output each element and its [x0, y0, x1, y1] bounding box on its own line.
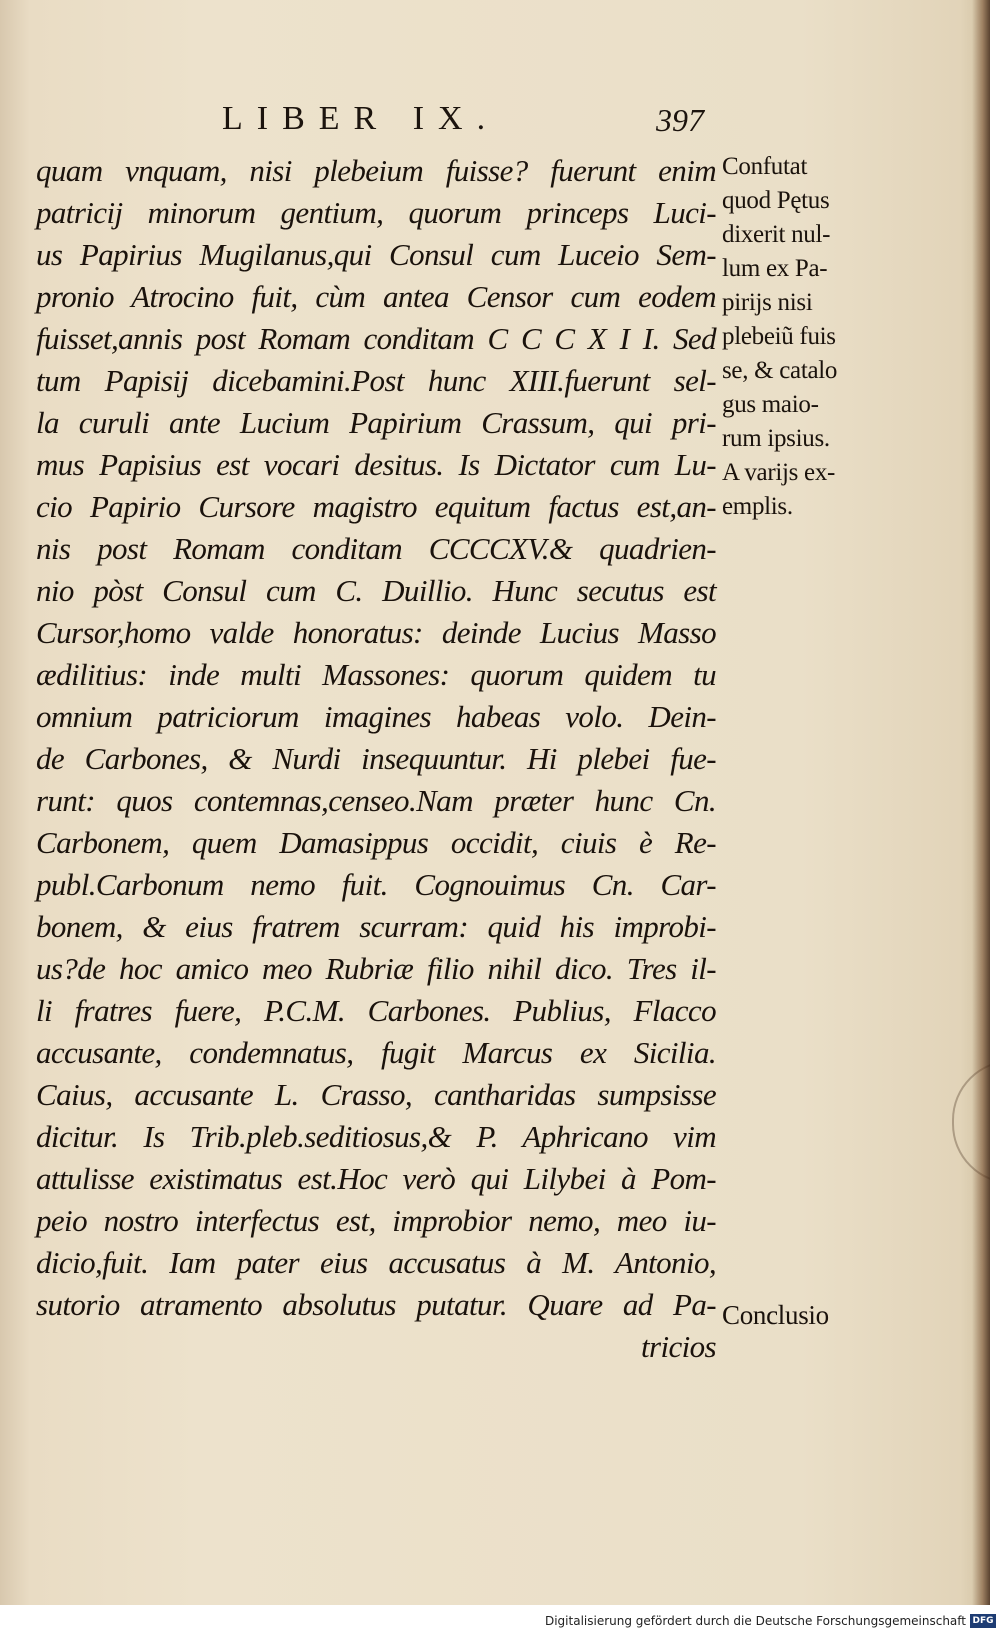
funding-credit: Digitalisierung gefördert durch die Deutsche Forschungsgemeinschaft [544, 1614, 966, 1628]
text-line: quam vnquam, nisi plebeium fuisse? fuerunt enim [36, 153, 716, 188]
margin-note-line: Confutat [722, 153, 808, 180]
text-line: de Carbones, & Nurdi insequuntur. Hi plebei fue- [36, 741, 716, 776]
dfg-logo: DFG [970, 1614, 996, 1628]
text-line: publ.Carbonum nemo fuit. Cognouimus Cn. Car- [36, 867, 716, 902]
margin-note-line: gus maio- [722, 391, 819, 418]
margin-note-line: se, & catalo [722, 357, 838, 384]
text-line: us Papirius Mugilanus,qui Consul cum Luceio Sem- [36, 237, 716, 272]
margin-note-line: rum ipsius. [722, 425, 830, 452]
text-line: nis post Romam conditam CCCCXV.& quadrien- [36, 531, 716, 566]
margin-note-line: pirijs nisi [722, 289, 813, 316]
page-header [0, 100, 990, 150]
text-line: Carbonem, quem Damasippus occidit, ciuis è Re- [36, 825, 716, 860]
margin-note-line: lum ex Pa- [722, 255, 828, 282]
text-line: tum Papisij dicebamini.Post hunc XIII.fuerunt sel- [36, 363, 716, 398]
text-line: la curuli ante Lucium Papirium Crassum, qui pri- [36, 405, 716, 440]
margin-note-line: quod Pętus [722, 187, 830, 214]
text-line: peio nostro interfectus est, improbior nemo, meo iu- [36, 1203, 716, 1238]
margin-note-confutat [722, 150, 872, 524]
text-line: accusante, condemnatus, fugit Marcus ex Sicilia. [36, 1035, 716, 1070]
text-line: runt: quos contemnas,censeo.Nam præter hunc Cn. [36, 783, 716, 818]
text-line: omnium patriciorum imagines habeas volo. Dein- [36, 699, 716, 734]
text-line: dicio,fuit. Iam pater eius accusatus à M. Antonio, [36, 1245, 716, 1280]
margin-note-line: dixerit nul- [722, 221, 831, 248]
margin-note-line: Conclusio [722, 1300, 829, 1330]
text-line: patricij minorum gentium, quorum princeps Luci- [36, 195, 716, 230]
text-line: Caius, accusante L. Crasso, cantharidas sumpsisse [36, 1077, 716, 1112]
text-line: dicitur. Is Trib.pleb.seditiosus,& P. Aphricano vim [36, 1119, 716, 1154]
margin-note-line: emplis. [722, 493, 793, 520]
text-line: tricios [640, 1329, 716, 1364]
margin-note-line: A varijs ex- [722, 459, 836, 486]
margin-note-line: plebeiũ fuis [722, 323, 836, 350]
text-line: attulisse existimatus est.Hoc verò qui Lilybei à Pom- [36, 1161, 716, 1196]
margin-note-conclusio [722, 1298, 872, 1332]
page-number: 397 [656, 102, 704, 138]
text-line: cio Papirio Cursore magistro equitum factus est,an- [36, 489, 716, 524]
page-edge-tab [952, 1060, 990, 1184]
text-line: pronio Atrocino fuit, cùm antea Censor cum eodem [36, 279, 716, 314]
main-text-block [36, 150, 716, 1368]
text-line: us?de hoc amico meo Rubriæ filio nihil dico. Tres il- [36, 951, 716, 986]
footer-bar [0, 1612, 1000, 1637]
text-line: li fratres fuere, P.C.M. Carbones. Publius, Flacco [36, 993, 716, 1028]
text-line: nio pòst Consul cum C. Duillio. Hunc secutus est [36, 573, 716, 608]
text-line: sutorio atramento absolutus putatur. Quare ad Pa- [36, 1287, 716, 1322]
text-line: ædilitius: inde multi Massones: quorum quidem tu [36, 657, 716, 692]
text-line: bonem, & eius fratrem scurram: quid his improbi- [36, 909, 716, 944]
text-line: mus Papisius est vocari desitus. Is Dictator cum Lu- [36, 447, 716, 482]
text-line: fuisset,annis post Romam conditam C C C X I I. Sed [36, 321, 716, 356]
running-title: LIBER IX. [222, 100, 500, 137]
text-line: Cursor,homo valde honoratus: deinde Lucius Masso [36, 615, 716, 650]
